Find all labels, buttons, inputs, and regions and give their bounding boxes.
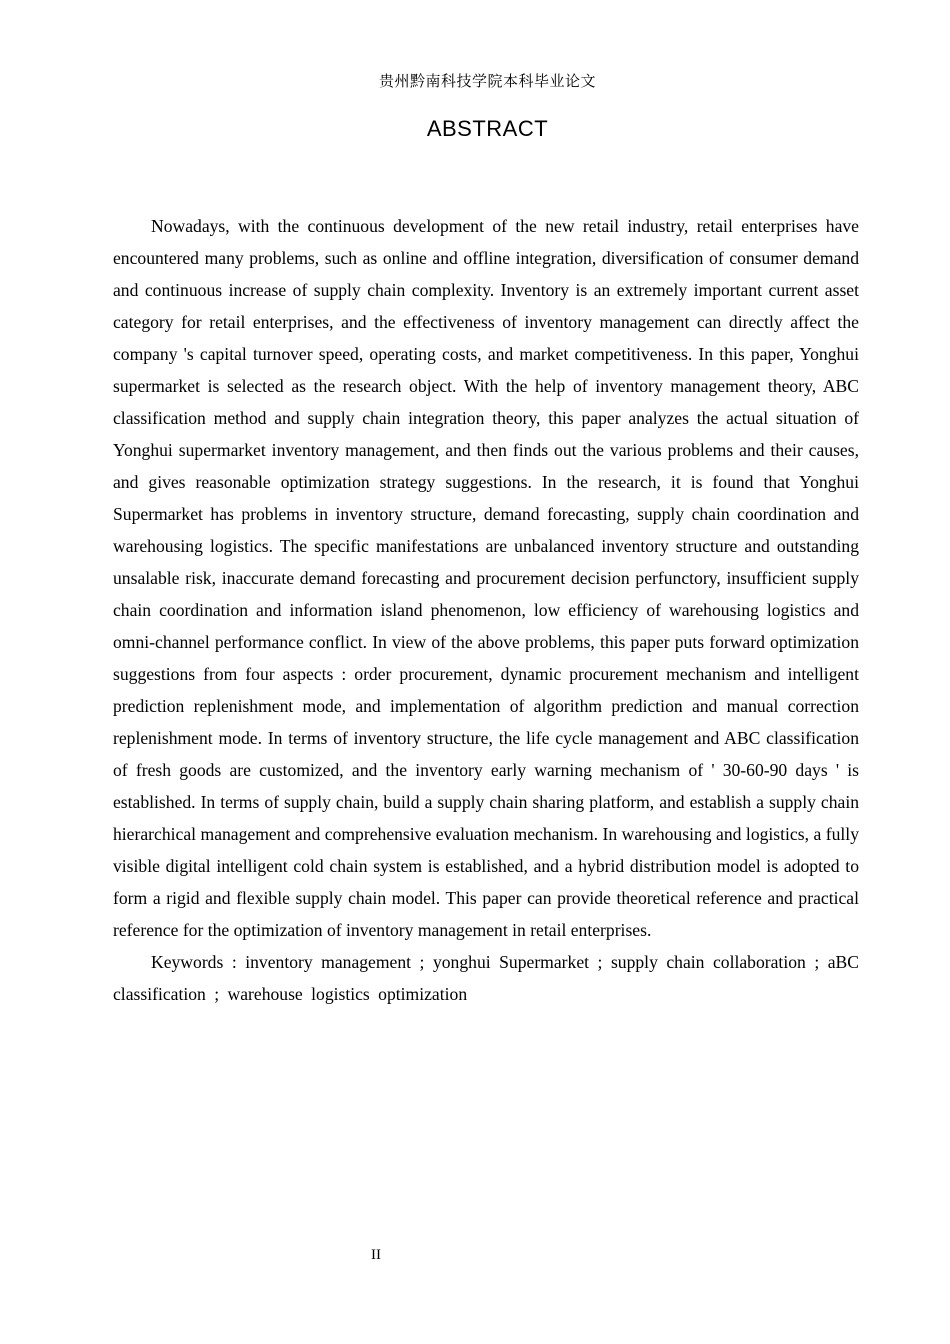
abstract-paragraph: Nowadays, with the continuous development of the new retail industry, retail enterprises have encountered many problems, such as online and offline integration, diversification of consumer demand and continuous increase of supply chain complexity. Inventory is an extremely important current asset category for retail enterprises, and the effectiveness of inventory management can directly affect the company 's capital turnover speed, operating costs, and market competitiveness. In this paper, Yonghui supermarket is selected as the research object. With the help of inventory management theory, ABC classification method and supply chain integration theory, this paper analyzes the actual situation of Yonghui supermarket inventory management, and then finds out the various problems and their causes, and gives reasonable optimization strategy suggestions. In the research, it is found that Yonghui Supermarket has problems in inventory structure, demand forecasting, supply chain coordination and warehousing logistics. The specific manifestations are unbalanced inventory structure and outstanding unsalable risk, inaccurate demand forecasting and procurement decision perfunctory, insufficient supply chain coordination and information island phenomenon, low efficiency of warehousing logistics and omni-channel performance conflict. In view of the above problems, this paper puts forward optimization suggestions from four aspects : order procurement, dynamic procurement mechanism and intelligent prediction replenishment mode, and implementation of algorithm prediction and manual correction replenishment mode. In terms of inventory structure, the life cycle management and ABC classification of fresh goods are customized, and the inventory early warning mechanism of ' 30-60-90 days ' is established. In terms of supply chain, build a supply chain sharing platform, and establish a supply chain hierarchical management and comprehensive evaluation mechanism. In warehousing and logistics, a fully visible digital intelligent cold chain system is established, and a hybrid distribution model is adopted to form a rigid and flexible supply chain model. This paper can provide theoretical reference and practical reference for the optimization of inventory management in retail enterprises. [113,216,859,940]
keywords-line: Keywords : inventory management ; yonghui Supermarket ; supply chain collaboration ; aBC classification ; warehouse logistics optimization [113,952,859,1004]
abstract-title: ABSTRACT [426,116,549,141]
running-header: 贵州黔南科技学院本科毕业论文 [378,72,596,90]
page-number: II [371,1247,381,1263]
abstract-content [113,210,859,1010]
